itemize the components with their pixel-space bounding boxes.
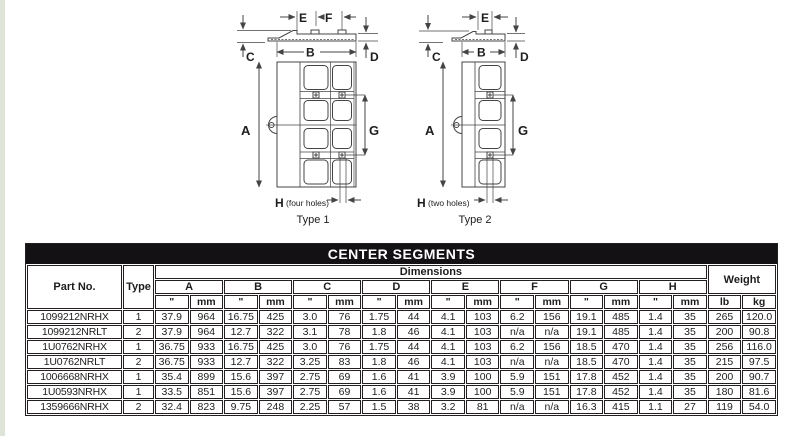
dimension-value-cell: 933: [190, 340, 224, 354]
table-body: [27, 310, 776, 414]
dim-letter-header: D: [362, 280, 430, 294]
dimension-value-cell: 100: [466, 385, 500, 399]
dim-letter-header: E: [431, 280, 499, 294]
dimension-value-cell: 37.9: [155, 325, 189, 339]
dimension-value-cell: 6.2: [500, 340, 534, 354]
dimension-value-cell: 35: [673, 385, 707, 399]
type1-dim-A: A: [241, 123, 251, 138]
dimension-value-cell: 36.75: [155, 340, 189, 354]
part-no-cell: 1U0762NRLT: [27, 355, 122, 369]
dimension-value-cell: 933: [190, 355, 224, 369]
dimension-value-cell: 3.25: [293, 355, 327, 369]
dimension-value-cell: 15.6: [224, 385, 258, 399]
weight-kg-cell: 120.0: [742, 310, 776, 324]
dimension-value-cell: 103: [466, 310, 500, 324]
table-row: [27, 325, 776, 339]
table-row: [27, 370, 776, 384]
dimension-value-cell: 46: [397, 355, 431, 369]
type2-front-body: [462, 62, 505, 187]
dimension-value-cell: 33.5: [155, 385, 189, 399]
dimension-value-cell: 100: [466, 370, 500, 384]
dimension-value-cell: 2.75: [293, 370, 327, 384]
type-cell: 1: [123, 340, 154, 354]
dimension-value-cell: 5.9: [500, 370, 534, 384]
dimension-value-cell: 57: [328, 400, 362, 414]
dimension-value-cell: 103: [466, 355, 500, 369]
dimension-value-cell: n/a: [500, 325, 534, 339]
weight-lb-cell: 200: [708, 325, 742, 339]
dimension-value-cell: 470: [604, 340, 638, 354]
type2-dim-C: C: [432, 50, 441, 64]
dimension-value-cell: 17.8: [570, 370, 604, 384]
table-row: [27, 385, 776, 399]
weight-kg-cell: 116.0: [742, 340, 776, 354]
dim-letter-header: F: [500, 280, 568, 294]
weight-lb-cell: 200: [708, 370, 742, 384]
weight-kg-cell: 90.8: [742, 325, 776, 339]
part-no-cell: 1359666NRHX: [27, 400, 122, 414]
dimension-value-cell: 1.4: [639, 310, 673, 324]
dimension-value-cell: n/a: [535, 325, 569, 339]
weight-kg-cell: 81.6: [742, 385, 776, 399]
center-segments-table: [25, 243, 778, 416]
dimension-value-cell: 156: [535, 310, 569, 324]
unit-inch-header: ": [362, 295, 396, 309]
type2-dim-G: G: [518, 123, 529, 138]
weight-lb-cell: 180: [708, 385, 742, 399]
dimension-value-cell: 16.3: [570, 400, 604, 414]
dimension-value-cell: 485: [604, 310, 638, 324]
col-header-dimensions: Dimensions: [155, 265, 707, 279]
type1-dim-E: E: [299, 11, 308, 25]
weight-kg-cell: 90.7: [742, 370, 776, 384]
type2-dim-D: D: [520, 50, 529, 64]
unit-mm-header: mm: [328, 295, 362, 309]
unit-inch-header: ": [639, 295, 673, 309]
dimension-value-cell: 19.1: [570, 325, 604, 339]
dim-letter-header: G: [570, 280, 638, 294]
type2-side-post: [485, 30, 492, 34]
dimension-value-cell: 823: [190, 400, 224, 414]
type1-dim-H: H: [275, 196, 284, 210]
col-header-type: Type: [123, 265, 154, 309]
dimension-value-cell: 1.75: [362, 340, 396, 354]
dim-letter-header: C: [293, 280, 361, 294]
dimension-value-cell: 1.8: [362, 355, 396, 369]
dimension-value-cell: 1.4: [639, 355, 673, 369]
unit-inch-header: ": [431, 295, 465, 309]
dimension-value-cell: n/a: [500, 400, 534, 414]
unit-mm-header: mm: [397, 295, 431, 309]
dimension-value-cell: 44: [397, 310, 431, 324]
dimension-value-cell: 103: [466, 340, 500, 354]
dimension-value-cell: 452: [604, 370, 638, 384]
dimension-value-cell: 69: [328, 385, 362, 399]
weight-kg-cell: 54.0: [742, 400, 776, 414]
dimension-value-cell: 36.75: [155, 355, 189, 369]
dimension-value-cell: 38: [397, 400, 431, 414]
dim-letter-header: B: [224, 280, 292, 294]
dimension-value-cell: 425: [259, 340, 293, 354]
dimension-value-cell: 44: [397, 340, 431, 354]
weight-kg-header: kg: [742, 295, 776, 309]
type1-caption: Type 1: [296, 214, 330, 226]
unit-mm-header: mm: [673, 295, 707, 309]
page-edge-strip: [0, 0, 5, 436]
part-no-cell: 1U0593NRHX: [27, 385, 122, 399]
type2-caption: Type 2: [458, 214, 492, 226]
dimension-value-cell: 69: [328, 370, 362, 384]
dimension-value-cell: 27: [673, 400, 707, 414]
part-no-cell: 1U0762NRHX: [27, 340, 122, 354]
dimension-value-cell: 16.75: [224, 310, 258, 324]
unit-inch-header: ": [293, 295, 327, 309]
dimension-value-cell: 17.8: [570, 385, 604, 399]
dimension-value-cell: 76: [328, 310, 362, 324]
part-no-cell: 1006668NRHX: [27, 370, 122, 384]
dimension-value-cell: 322: [259, 325, 293, 339]
unit-mm-header: mm: [535, 295, 569, 309]
unit-mm-header: mm: [604, 295, 638, 309]
dimension-value-cell: 83: [328, 355, 362, 369]
type-cell: 2: [123, 355, 154, 369]
dimension-value-cell: 4.1: [431, 325, 465, 339]
dimension-value-cell: 1.75: [362, 310, 396, 324]
dimension-value-cell: 35: [673, 310, 707, 324]
table-title: CENTER SEGMENTS: [26, 244, 777, 264]
unit-mm-header: mm: [466, 295, 500, 309]
dimension-value-cell: 37.9: [155, 310, 189, 324]
type1-dim-G: G: [369, 123, 380, 138]
type2-hole-note: (two holes): [428, 198, 470, 208]
weight-lb-cell: 119: [708, 400, 742, 414]
type2-dim-B: B: [477, 45, 486, 60]
dimension-value-cell: 485: [604, 325, 638, 339]
dimension-value-cell: 3.2: [431, 400, 465, 414]
dimension-value-cell: 1.8: [362, 325, 396, 339]
dim-letter-header: A: [155, 280, 223, 294]
dimension-value-cell: 415: [604, 400, 638, 414]
dimension-value-cell: 1.1: [639, 400, 673, 414]
type-cell: 2: [123, 400, 154, 414]
dimension-value-cell: 322: [259, 355, 293, 369]
dimension-value-cell: n/a: [500, 355, 534, 369]
dimension-value-cell: 3.0: [293, 310, 327, 324]
weight-lb-header: lb: [708, 295, 742, 309]
type1-dim-C: C: [246, 50, 255, 64]
dimension-value-cell: n/a: [535, 400, 569, 414]
dimension-value-cell: 78: [328, 325, 362, 339]
type-cell: 1: [123, 310, 154, 324]
dimension-value-cell: 35: [673, 370, 707, 384]
dimension-value-cell: 397: [259, 385, 293, 399]
dimension-value-cell: 46: [397, 325, 431, 339]
type1-dim-B: B: [306, 45, 315, 60]
dimension-value-cell: 35.4: [155, 370, 189, 384]
dimension-value-cell: 1.6: [362, 370, 396, 384]
dimension-value-cell: 964: [190, 325, 224, 339]
dimension-value-cell: 1.5: [362, 400, 396, 414]
unit-inch-header: ": [155, 295, 189, 309]
dimension-value-cell: 35: [673, 325, 707, 339]
dimension-value-cell: 12.7: [224, 355, 258, 369]
dimension-value-cell: 3.9: [431, 385, 465, 399]
dimension-value-cell: 32.4: [155, 400, 189, 414]
dimension-value-cell: 19.1: [570, 310, 604, 324]
dimension-value-cell: 397: [259, 370, 293, 384]
type1-dim-F: F: [325, 11, 333, 25]
type-cell: 1: [123, 370, 154, 384]
type2-drawing: [415, 4, 545, 232]
dimension-value-cell: 1.6: [362, 385, 396, 399]
dimension-value-cell: 103: [466, 325, 500, 339]
dimension-value-cell: 151: [535, 385, 569, 399]
dimension-value-cell: 151: [535, 370, 569, 384]
weight-lb-cell: 256: [708, 340, 742, 354]
dimension-value-cell: 18.5: [570, 340, 604, 354]
dimension-value-cell: 12.7: [224, 325, 258, 339]
dimension-value-cell: 425: [259, 310, 293, 324]
weight-lb-cell: 215: [708, 355, 742, 369]
type2-dim-E: E: [481, 11, 490, 25]
table-row: [27, 310, 776, 324]
dimension-value-cell: 452: [604, 385, 638, 399]
dimension-value-cell: 18.5: [570, 355, 604, 369]
col-header-weight: Weight: [708, 265, 776, 294]
dimension-value-cell: 964: [190, 310, 224, 324]
dimension-value-cell: 41: [397, 385, 431, 399]
dimension-value-cell: 5.9: [500, 385, 534, 399]
dimension-value-cell: 1.4: [639, 325, 673, 339]
dimension-value-cell: 2.75: [293, 385, 327, 399]
dimension-value-cell: 4.1: [431, 310, 465, 324]
dimension-value-cell: 35: [673, 340, 707, 354]
part-no-cell: 1099212NRLT: [27, 325, 122, 339]
dimension-value-cell: 41: [397, 370, 431, 384]
type1-dim-D: D: [370, 50, 379, 64]
unit-inch-header: ": [224, 295, 258, 309]
weight-lb-cell: 265: [708, 310, 742, 324]
unit-inch-header: ": [500, 295, 534, 309]
dimension-value-cell: 2.25: [293, 400, 327, 414]
dimension-value-cell: 851: [190, 385, 224, 399]
dimension-value-cell: 899: [190, 370, 224, 384]
col-header-part-no: Part No.: [27, 265, 122, 309]
type2-dim-A: A: [425, 123, 435, 138]
type1-side-post: [338, 30, 346, 34]
spec-table: [26, 264, 777, 415]
unit-mm-header: mm: [190, 295, 224, 309]
part-no-cell: 1099212NRHX: [27, 310, 122, 324]
dimension-value-cell: 6.2: [500, 310, 534, 324]
type1-drawing: [235, 4, 395, 232]
dimension-value-cell: 81: [466, 400, 500, 414]
dimension-value-cell: 76: [328, 340, 362, 354]
dimension-value-cell: 16.75: [224, 340, 258, 354]
type-cell: 1: [123, 385, 154, 399]
dimension-value-cell: 470: [604, 355, 638, 369]
dim-letter-header: H: [639, 280, 707, 294]
dimension-value-cell: 3.9: [431, 370, 465, 384]
table-row: [27, 355, 776, 369]
type1-front-body: [277, 62, 356, 187]
dimension-value-cell: 1.4: [639, 385, 673, 399]
type2-dim-H: H: [417, 196, 426, 210]
type-cell: 2: [123, 325, 154, 339]
unit-mm-header: mm: [259, 295, 293, 309]
dimension-value-cell: 156: [535, 340, 569, 354]
table-row: [27, 340, 776, 354]
type1-hole-note: (four holes): [286, 198, 329, 208]
dimension-value-cell: 35: [673, 355, 707, 369]
dimension-value-cell: 1.4: [639, 370, 673, 384]
dimension-value-cell: 3.0: [293, 340, 327, 354]
dimension-value-cell: 4.1: [431, 355, 465, 369]
table-row: [27, 400, 776, 414]
weight-kg-cell: 97.5: [742, 355, 776, 369]
dimension-value-cell: 248: [259, 400, 293, 414]
dimension-value-cell: 4.1: [431, 340, 465, 354]
unit-inch-header: ": [570, 295, 604, 309]
dimension-value-cell: 1.4: [639, 340, 673, 354]
dimension-value-cell: n/a: [535, 355, 569, 369]
dimension-value-cell: 9.75: [224, 400, 258, 414]
type1-side-post: [311, 30, 319, 34]
dimension-value-cell: 15.6: [224, 370, 258, 384]
dimension-value-cell: 3.1: [293, 325, 327, 339]
